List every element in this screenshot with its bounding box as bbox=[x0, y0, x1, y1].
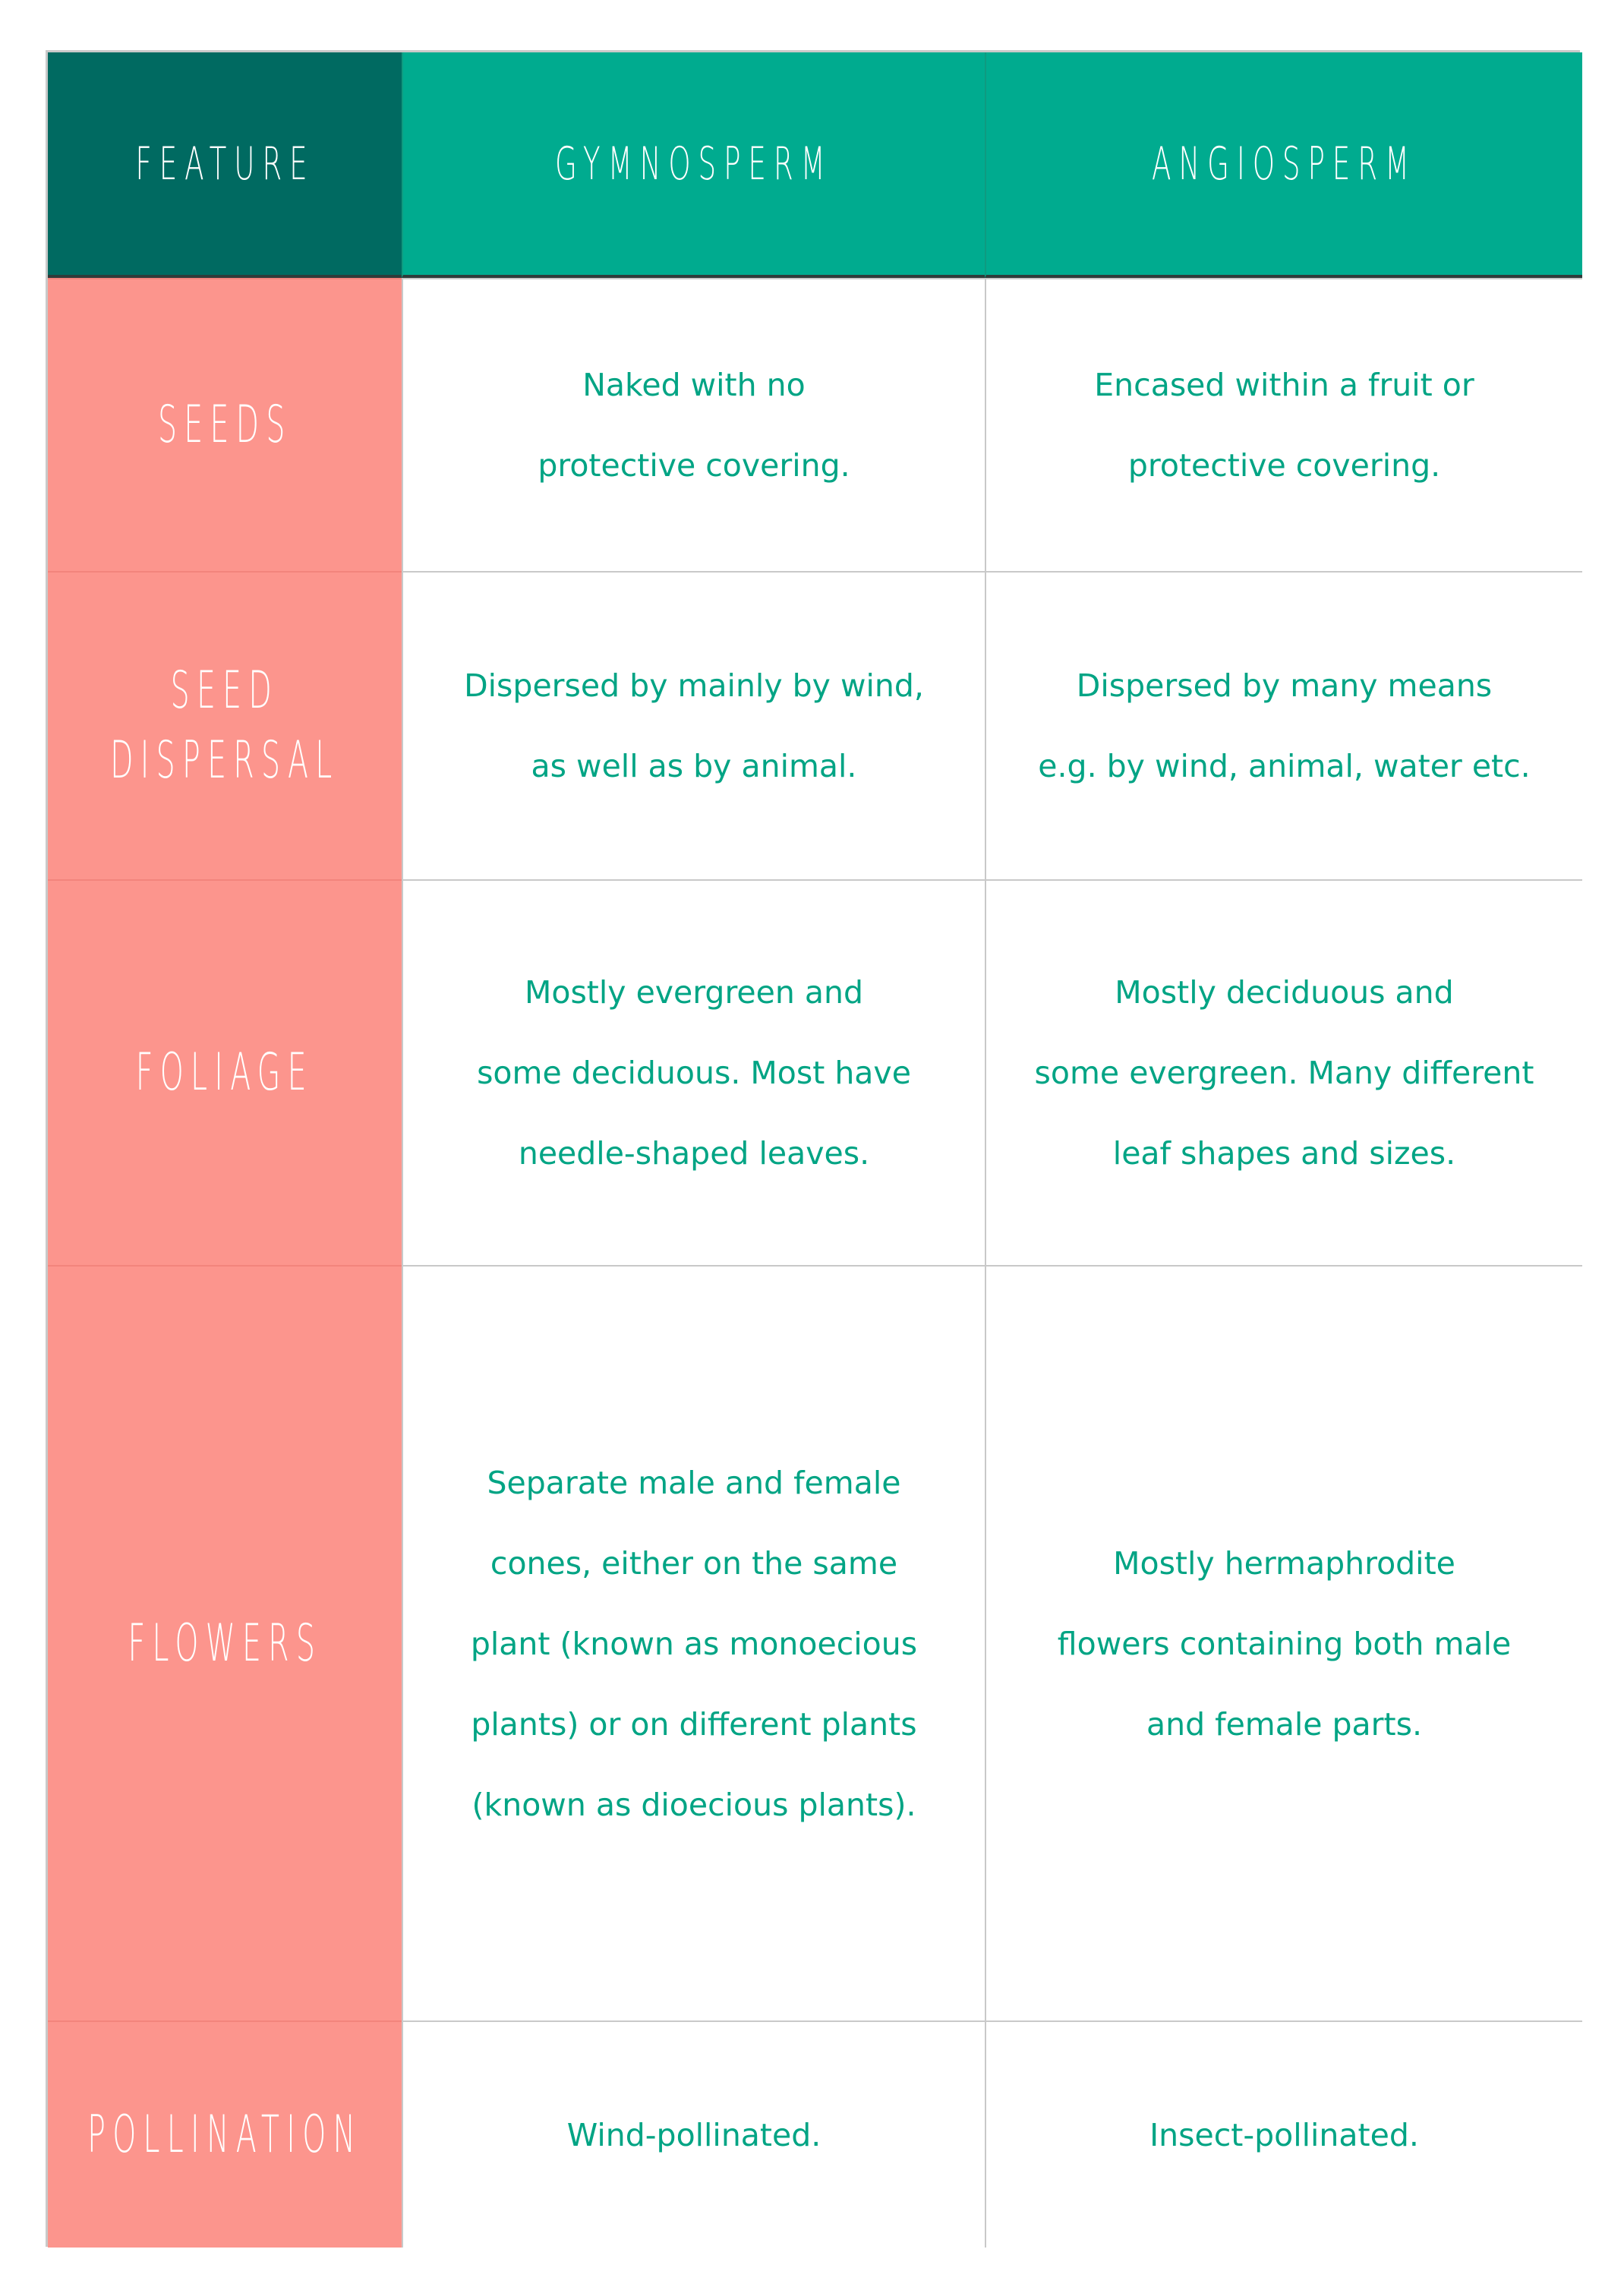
cell-dispersal-angiosperm bbox=[985, 571, 1582, 879]
cell-flowers-angiosperm bbox=[985, 1265, 1582, 2020]
row-label-text: FOLIAGE bbox=[135, 1043, 314, 1102]
cell-text: Mostly evergreen and some deciduous. Most have needle-shaped leaves. bbox=[477, 974, 911, 1172]
cell-foliage-angiosperm bbox=[985, 879, 1582, 1265]
cell-foliage-gymnosperm bbox=[402, 879, 985, 1265]
comparison-table bbox=[46, 50, 1580, 2247]
cell-flowers-gymnosperm bbox=[402, 1265, 985, 2020]
header-angiosperm-label: ANGIOSPERM bbox=[1151, 137, 1417, 191]
cell-text: Separate male and female cones, either on the same plant (known as monoecious plants) or on different plants (known as dioecious plants). bbox=[470, 1464, 918, 1823]
cell-text: Encased within a fruit or protective covering. bbox=[1094, 367, 1474, 484]
cell-seeds-gymnosperm bbox=[402, 278, 985, 571]
header-gymnosperm-label: GYMNOSPERM bbox=[555, 137, 833, 191]
row-label-text: SEEDS bbox=[157, 395, 292, 455]
cell-text: Insect-pollinated. bbox=[1149, 2116, 1419, 2153]
cell-text: Naked with no protective covering. bbox=[538, 367, 850, 484]
cell-pollination-angiosperm bbox=[985, 2020, 1582, 2248]
row-label-text: SEED DISPERSAL bbox=[110, 661, 339, 790]
cell-pollination-gymnosperm bbox=[402, 2020, 985, 2248]
cell-dispersal-gymnosperm bbox=[402, 571, 985, 879]
cell-text: Dispersed by mainly by wind, as well as by animal. bbox=[464, 667, 924, 784]
header-gymnosperm-cell bbox=[402, 52, 985, 278]
row-label-flowers bbox=[48, 1265, 402, 2020]
header-angiosperm-cell bbox=[985, 52, 1582, 278]
row-label-pollination bbox=[48, 2020, 402, 2248]
cell-text: Mostly deciduous and some evergreen. Many different leaf shapes and sizes. bbox=[1034, 974, 1534, 1172]
cell-text: Dispersed by many means e.g. by wind, animal, water etc. bbox=[1038, 667, 1531, 784]
header-feature-cell bbox=[48, 52, 402, 278]
row-label-text: POLLINATION bbox=[87, 2104, 363, 2165]
row-label-foliage bbox=[48, 879, 402, 1265]
row-label-seed-dispersal bbox=[48, 571, 402, 879]
row-label-text: FLOWERS bbox=[128, 1613, 322, 1673]
cell-seeds-angiosperm bbox=[985, 278, 1582, 571]
header-feature-label: FEATURE bbox=[134, 137, 315, 191]
cell-text: Mostly hermaphrodite flowers containing both male and female parts. bbox=[1057, 1544, 1512, 1743]
cell-text: Wind-pollinated. bbox=[566, 2116, 821, 2153]
row-label-seeds bbox=[48, 278, 402, 571]
